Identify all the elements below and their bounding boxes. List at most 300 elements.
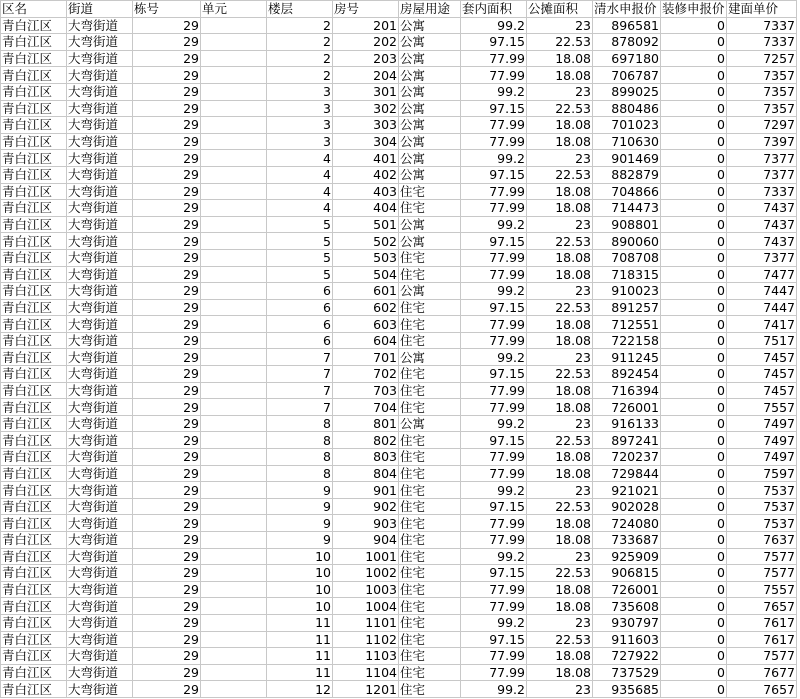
floor-cell[interactable]: 2 bbox=[267, 34, 333, 51]
building-no-cell[interactable]: 29 bbox=[133, 133, 201, 150]
room-no-cell[interactable]: 702 bbox=[333, 366, 399, 383]
shared-area-cell[interactable]: 18.08 bbox=[527, 382, 593, 399]
district-cell[interactable]: 青白江区 bbox=[1, 283, 67, 300]
inner-area-cell[interactable]: 99.2 bbox=[461, 482, 527, 499]
building-no-cell[interactable]: 29 bbox=[133, 266, 201, 283]
decor-price-cell[interactable]: 0 bbox=[661, 83, 727, 100]
bare-price-cell[interactable]: 722158 bbox=[593, 332, 661, 349]
usage-cell[interactable]: 公寓 bbox=[399, 67, 461, 84]
shared-area-cell[interactable]: 23 bbox=[527, 482, 593, 499]
room-no-cell[interactable]: 904 bbox=[333, 532, 399, 549]
building-no-cell[interactable]: 29 bbox=[133, 498, 201, 515]
unit-cell[interactable] bbox=[201, 249, 267, 266]
inner-area-cell[interactable]: 97.15 bbox=[461, 166, 527, 183]
building-no-cell[interactable]: 29 bbox=[133, 366, 201, 383]
floor-cell[interactable]: 8 bbox=[267, 465, 333, 482]
usage-cell[interactable]: 公寓 bbox=[399, 283, 461, 300]
building-no-cell[interactable]: 29 bbox=[133, 17, 201, 34]
usage-cell[interactable]: 住宅 bbox=[399, 515, 461, 532]
room-no-cell[interactable]: 201 bbox=[333, 17, 399, 34]
unit-price-cell[interactable]: 7437 bbox=[727, 233, 797, 250]
usage-cell[interactable]: 公寓 bbox=[399, 17, 461, 34]
usage-cell[interactable]: 住宅 bbox=[399, 399, 461, 416]
district-cell[interactable]: 青白江区 bbox=[1, 565, 67, 582]
district-cell[interactable]: 青白江区 bbox=[1, 67, 67, 84]
shared-area-cell[interactable]: 18.08 bbox=[527, 117, 593, 134]
district-cell[interactable]: 青白江区 bbox=[1, 614, 67, 631]
bare-price-cell[interactable]: 901469 bbox=[593, 150, 661, 167]
room-no-cell[interactable]: 901 bbox=[333, 482, 399, 499]
floor-cell[interactable]: 3 bbox=[267, 83, 333, 100]
decor-price-cell[interactable]: 0 bbox=[661, 399, 727, 416]
shared-area-cell[interactable]: 18.08 bbox=[527, 266, 593, 283]
street-cell[interactable]: 大弯街道 bbox=[67, 548, 133, 565]
district-cell[interactable]: 青白江区 bbox=[1, 299, 67, 316]
decor-price-cell[interactable]: 0 bbox=[661, 17, 727, 34]
unit-cell[interactable] bbox=[201, 631, 267, 648]
shared-area-cell[interactable]: 22.53 bbox=[527, 432, 593, 449]
decor-price-cell[interactable]: 0 bbox=[661, 382, 727, 399]
unit-cell[interactable] bbox=[201, 548, 267, 565]
floor-cell[interactable]: 11 bbox=[267, 614, 333, 631]
inner-area-cell[interactable]: 77.99 bbox=[461, 382, 527, 399]
floor-cell[interactable]: 5 bbox=[267, 216, 333, 233]
unit-cell[interactable] bbox=[201, 498, 267, 515]
unit-cell[interactable] bbox=[201, 50, 267, 67]
floor-cell[interactable]: 8 bbox=[267, 415, 333, 432]
street-cell[interactable]: 大弯街道 bbox=[67, 166, 133, 183]
room-no-cell[interactable]: 902 bbox=[333, 498, 399, 515]
building-no-cell[interactable]: 29 bbox=[133, 316, 201, 333]
unit-cell[interactable] bbox=[201, 399, 267, 416]
header-unit[interactable]: 单元 bbox=[201, 1, 267, 18]
room-no-cell[interactable]: 403 bbox=[333, 183, 399, 200]
district-cell[interactable]: 青白江区 bbox=[1, 532, 67, 549]
room-no-cell[interactable]: 1001 bbox=[333, 548, 399, 565]
bare-price-cell[interactable]: 706787 bbox=[593, 67, 661, 84]
street-cell[interactable]: 大弯街道 bbox=[67, 482, 133, 499]
decor-price-cell[interactable]: 0 bbox=[661, 150, 727, 167]
street-cell[interactable]: 大弯街道 bbox=[67, 183, 133, 200]
bare-price-cell[interactable]: 726001 bbox=[593, 581, 661, 598]
decor-price-cell[interactable]: 0 bbox=[661, 432, 727, 449]
shared-area-cell[interactable]: 22.53 bbox=[527, 166, 593, 183]
unit-price-cell[interactable]: 7337 bbox=[727, 17, 797, 34]
unit-price-cell[interactable]: 7537 bbox=[727, 482, 797, 499]
district-cell[interactable]: 青白江区 bbox=[1, 349, 67, 366]
bare-price-cell[interactable]: 712551 bbox=[593, 316, 661, 333]
header-usage[interactable]: 房屋用途 bbox=[399, 1, 461, 18]
usage-cell[interactable]: 住宅 bbox=[399, 465, 461, 482]
floor-cell[interactable]: 10 bbox=[267, 581, 333, 598]
building-no-cell[interactable]: 29 bbox=[133, 532, 201, 549]
unit-cell[interactable] bbox=[201, 565, 267, 582]
bare-price-cell[interactable]: 727922 bbox=[593, 648, 661, 665]
street-cell[interactable]: 大弯街道 bbox=[67, 681, 133, 698]
room-no-cell[interactable]: 203 bbox=[333, 50, 399, 67]
inner-area-cell[interactable]: 77.99 bbox=[461, 183, 527, 200]
unit-cell[interactable] bbox=[201, 183, 267, 200]
decor-price-cell[interactable]: 0 bbox=[661, 183, 727, 200]
decor-price-cell[interactable]: 0 bbox=[661, 166, 727, 183]
inner-area-cell[interactable]: 97.15 bbox=[461, 34, 527, 51]
unit-price-cell[interactable]: 7517 bbox=[727, 332, 797, 349]
usage-cell[interactable]: 公寓 bbox=[399, 216, 461, 233]
inner-area-cell[interactable]: 77.99 bbox=[461, 581, 527, 598]
unit-cell[interactable] bbox=[201, 316, 267, 333]
floor-cell[interactable]: 4 bbox=[267, 200, 333, 217]
street-cell[interactable]: 大弯街道 bbox=[67, 565, 133, 582]
unit-cell[interactable] bbox=[201, 581, 267, 598]
unit-cell[interactable] bbox=[201, 681, 267, 698]
unit-price-cell[interactable]: 7457 bbox=[727, 366, 797, 383]
district-cell[interactable]: 青白江区 bbox=[1, 498, 67, 515]
header-decor-price[interactable]: 装修申报价 bbox=[662, 1, 725, 17]
inner-area-cell[interactable]: 77.99 bbox=[461, 67, 527, 84]
street-cell[interactable]: 大弯街道 bbox=[67, 449, 133, 466]
header-shared-area[interactable]: 公摊面积 bbox=[527, 1, 593, 18]
unit-cell[interactable] bbox=[201, 266, 267, 283]
street-cell[interactable]: 大弯街道 bbox=[67, 200, 133, 217]
inner-area-cell[interactable]: 77.99 bbox=[461, 598, 527, 615]
inner-area-cell[interactable]: 77.99 bbox=[461, 50, 527, 67]
decor-price-cell[interactable]: 0 bbox=[661, 233, 727, 250]
inner-area-cell[interactable]: 97.15 bbox=[461, 100, 527, 117]
building-no-cell[interactable]: 29 bbox=[133, 200, 201, 217]
bare-price-cell[interactable]: 718315 bbox=[593, 266, 661, 283]
floor-cell[interactable]: 7 bbox=[267, 382, 333, 399]
floor-cell[interactable]: 3 bbox=[267, 117, 333, 134]
bare-price-cell[interactable]: 930797 bbox=[593, 614, 661, 631]
usage-cell[interactable]: 住宅 bbox=[399, 316, 461, 333]
header-room-no[interactable]: 房号 bbox=[333, 1, 399, 18]
bare-price-cell[interactable]: 720237 bbox=[593, 449, 661, 466]
decor-price-cell[interactable]: 0 bbox=[661, 648, 727, 665]
building-no-cell[interactable]: 29 bbox=[133, 216, 201, 233]
shared-area-cell[interactable]: 23 bbox=[527, 283, 593, 300]
unit-cell[interactable] bbox=[201, 432, 267, 449]
usage-cell[interactable]: 公寓 bbox=[399, 83, 461, 100]
room-no-cell[interactable]: 604 bbox=[333, 332, 399, 349]
building-no-cell[interactable]: 29 bbox=[133, 681, 201, 698]
room-no-cell[interactable]: 402 bbox=[333, 166, 399, 183]
bare-price-cell[interactable]: 916133 bbox=[593, 415, 661, 432]
room-no-cell[interactable]: 804 bbox=[333, 465, 399, 482]
unit-price-cell[interactable]: 7677 bbox=[727, 664, 797, 681]
bare-price-cell[interactable]: 896581 bbox=[593, 17, 661, 34]
building-no-cell[interactable]: 29 bbox=[133, 515, 201, 532]
district-cell[interactable]: 青白江区 bbox=[1, 382, 67, 399]
shared-area-cell[interactable]: 22.53 bbox=[527, 233, 593, 250]
unit-cell[interactable] bbox=[201, 515, 267, 532]
inner-area-cell[interactable]: 77.99 bbox=[461, 449, 527, 466]
inner-area-cell[interactable]: 99.2 bbox=[461, 216, 527, 233]
bare-price-cell[interactable]: 724080 bbox=[593, 515, 661, 532]
bare-price-cell[interactable]: 737529 bbox=[593, 664, 661, 681]
unit-price-cell[interactable]: 7297 bbox=[727, 117, 797, 134]
district-cell[interactable]: 青白江区 bbox=[1, 415, 67, 432]
bare-price-cell[interactable]: 899025 bbox=[593, 83, 661, 100]
floor-cell[interactable]: 11 bbox=[267, 648, 333, 665]
floor-cell[interactable]: 10 bbox=[267, 598, 333, 615]
street-cell[interactable]: 大弯街道 bbox=[67, 67, 133, 84]
usage-cell[interactable]: 住宅 bbox=[399, 332, 461, 349]
shared-area-cell[interactable]: 18.08 bbox=[527, 664, 593, 681]
room-no-cell[interactable]: 204 bbox=[333, 67, 399, 84]
unit-cell[interactable] bbox=[201, 299, 267, 316]
building-no-cell[interactable]: 29 bbox=[133, 598, 201, 615]
usage-cell[interactable]: 住宅 bbox=[399, 266, 461, 283]
bare-price-cell[interactable]: 880486 bbox=[593, 100, 661, 117]
decor-price-cell[interactable]: 0 bbox=[661, 565, 727, 582]
bare-price-cell[interactable]: 891257 bbox=[593, 299, 661, 316]
room-no-cell[interactable]: 302 bbox=[333, 100, 399, 117]
bare-price-cell[interactable]: 735608 bbox=[593, 598, 661, 615]
floor-cell[interactable]: 11 bbox=[267, 664, 333, 681]
unit-cell[interactable] bbox=[201, 465, 267, 482]
building-no-cell[interactable]: 29 bbox=[133, 34, 201, 51]
street-cell[interactable]: 大弯街道 bbox=[67, 299, 133, 316]
usage-cell[interactable]: 公寓 bbox=[399, 233, 461, 250]
district-cell[interactable]: 青白江区 bbox=[1, 17, 67, 34]
decor-price-cell[interactable]: 0 bbox=[661, 67, 727, 84]
building-no-cell[interactable]: 29 bbox=[133, 581, 201, 598]
unit-price-cell[interactable]: 7577 bbox=[727, 648, 797, 665]
unit-cell[interactable] bbox=[201, 200, 267, 217]
unit-price-cell[interactable]: 7497 bbox=[727, 449, 797, 466]
usage-cell[interactable]: 公寓 bbox=[399, 34, 461, 51]
street-cell[interactable]: 大弯街道 bbox=[67, 249, 133, 266]
building-no-cell[interactable]: 29 bbox=[133, 415, 201, 432]
building-no-cell[interactable]: 29 bbox=[133, 183, 201, 200]
unit-price-cell[interactable]: 7577 bbox=[727, 565, 797, 582]
decor-price-cell[interactable]: 0 bbox=[661, 548, 727, 565]
usage-cell[interactable]: 住宅 bbox=[399, 548, 461, 565]
room-no-cell[interactable]: 301 bbox=[333, 83, 399, 100]
usage-cell[interactable]: 公寓 bbox=[399, 133, 461, 150]
inner-area-cell[interactable]: 77.99 bbox=[461, 648, 527, 665]
unit-price-cell[interactable]: 7617 bbox=[727, 614, 797, 631]
unit-price-cell[interactable]: 7357 bbox=[727, 67, 797, 84]
floor-cell[interactable]: 9 bbox=[267, 498, 333, 515]
inner-area-cell[interactable]: 99.2 bbox=[461, 17, 527, 34]
floor-cell[interactable]: 3 bbox=[267, 133, 333, 150]
room-no-cell[interactable]: 802 bbox=[333, 432, 399, 449]
shared-area-cell[interactable]: 18.08 bbox=[527, 183, 593, 200]
street-cell[interactable]: 大弯街道 bbox=[67, 216, 133, 233]
unit-price-cell[interactable]: 7357 bbox=[727, 83, 797, 100]
room-no-cell[interactable]: 602 bbox=[333, 299, 399, 316]
shared-area-cell[interactable]: 18.08 bbox=[527, 67, 593, 84]
building-no-cell[interactable]: 29 bbox=[133, 50, 201, 67]
building-no-cell[interactable]: 29 bbox=[133, 482, 201, 499]
decor-price-cell[interactable]: 0 bbox=[661, 681, 727, 698]
shared-area-cell[interactable]: 18.08 bbox=[527, 200, 593, 217]
building-no-cell[interactable]: 29 bbox=[133, 332, 201, 349]
street-cell[interactable]: 大弯街道 bbox=[67, 100, 133, 117]
floor-cell[interactable]: 8 bbox=[267, 432, 333, 449]
district-cell[interactable]: 青白江区 bbox=[1, 648, 67, 665]
district-cell[interactable]: 青白江区 bbox=[1, 399, 67, 416]
usage-cell[interactable]: 公寓 bbox=[399, 150, 461, 167]
bare-price-cell[interactable]: 708708 bbox=[593, 249, 661, 266]
usage-cell[interactable]: 住宅 bbox=[399, 482, 461, 499]
street-cell[interactable]: 大弯街道 bbox=[67, 133, 133, 150]
street-cell[interactable]: 大弯街道 bbox=[67, 581, 133, 598]
floor-cell[interactable]: 12 bbox=[267, 681, 333, 698]
room-no-cell[interactable]: 1003 bbox=[333, 581, 399, 598]
shared-area-cell[interactable]: 18.08 bbox=[527, 249, 593, 266]
room-no-cell[interactable]: 501 bbox=[333, 216, 399, 233]
unit-price-cell[interactable]: 7397 bbox=[727, 133, 797, 150]
building-no-cell[interactable]: 29 bbox=[133, 565, 201, 582]
decor-price-cell[interactable]: 0 bbox=[661, 266, 727, 283]
building-no-cell[interactable]: 29 bbox=[133, 548, 201, 565]
decor-price-cell[interactable]: 0 bbox=[661, 366, 727, 383]
shared-area-cell[interactable]: 23 bbox=[527, 681, 593, 698]
street-cell[interactable]: 大弯街道 bbox=[67, 382, 133, 399]
unit-cell[interactable] bbox=[201, 117, 267, 134]
decor-price-cell[interactable]: 0 bbox=[661, 631, 727, 648]
header-inner-area[interactable]: 套内面积 bbox=[461, 1, 527, 18]
unit-price-cell[interactable]: 7457 bbox=[727, 349, 797, 366]
building-no-cell[interactable]: 29 bbox=[133, 465, 201, 482]
district-cell[interactable]: 青白江区 bbox=[1, 664, 67, 681]
usage-cell[interactable]: 住宅 bbox=[399, 565, 461, 582]
district-cell[interactable]: 青白江区 bbox=[1, 183, 67, 200]
floor-cell[interactable]: 9 bbox=[267, 515, 333, 532]
unit-price-cell[interactable]: 7557 bbox=[727, 581, 797, 598]
building-no-cell[interactable]: 29 bbox=[133, 664, 201, 681]
inner-area-cell[interactable]: 77.99 bbox=[461, 133, 527, 150]
floor-cell[interactable]: 2 bbox=[267, 17, 333, 34]
bare-price-cell[interactable]: 911603 bbox=[593, 631, 661, 648]
room-no-cell[interactable]: 701 bbox=[333, 349, 399, 366]
unit-cell[interactable] bbox=[201, 233, 267, 250]
decor-price-cell[interactable]: 0 bbox=[661, 249, 727, 266]
usage-cell[interactable]: 公寓 bbox=[399, 349, 461, 366]
street-cell[interactable]: 大弯街道 bbox=[67, 283, 133, 300]
floor-cell[interactable]: 4 bbox=[267, 183, 333, 200]
decor-price-cell[interactable]: 0 bbox=[661, 664, 727, 681]
inner-area-cell[interactable]: 77.99 bbox=[461, 515, 527, 532]
bare-price-cell[interactable]: 697180 bbox=[593, 50, 661, 67]
room-no-cell[interactable]: 401 bbox=[333, 150, 399, 167]
usage-cell[interactable]: 住宅 bbox=[399, 366, 461, 383]
floor-cell[interactable]: 8 bbox=[267, 449, 333, 466]
inner-area-cell[interactable]: 77.99 bbox=[461, 249, 527, 266]
room-no-cell[interactable]: 1004 bbox=[333, 598, 399, 615]
usage-cell[interactable]: 住宅 bbox=[399, 532, 461, 549]
inner-area-cell[interactable]: 97.15 bbox=[461, 631, 527, 648]
room-no-cell[interactable]: 1002 bbox=[333, 565, 399, 582]
room-no-cell[interactable]: 304 bbox=[333, 133, 399, 150]
bare-price-cell[interactable]: 935685 bbox=[593, 681, 661, 698]
district-cell[interactable]: 青白江区 bbox=[1, 150, 67, 167]
shared-area-cell[interactable]: 22.53 bbox=[527, 631, 593, 648]
district-cell[interactable]: 青白江区 bbox=[1, 432, 67, 449]
unit-price-cell[interactable]: 7617 bbox=[727, 631, 797, 648]
unit-price-cell[interactable]: 7637 bbox=[727, 532, 797, 549]
floor-cell[interactable]: 6 bbox=[267, 299, 333, 316]
shared-area-cell[interactable]: 18.08 bbox=[527, 50, 593, 67]
unit-cell[interactable] bbox=[201, 17, 267, 34]
unit-cell[interactable] bbox=[201, 382, 267, 399]
unit-price-cell[interactable]: 7537 bbox=[727, 515, 797, 532]
district-cell[interactable]: 青白江区 bbox=[1, 581, 67, 598]
street-cell[interactable]: 大弯街道 bbox=[67, 266, 133, 283]
building-no-cell[interactable]: 29 bbox=[133, 349, 201, 366]
usage-cell[interactable]: 住宅 bbox=[399, 449, 461, 466]
bare-price-cell[interactable]: 897241 bbox=[593, 432, 661, 449]
floor-cell[interactable]: 6 bbox=[267, 283, 333, 300]
room-no-cell[interactable]: 801 bbox=[333, 415, 399, 432]
header-floor[interactable]: 楼层 bbox=[267, 1, 333, 18]
building-no-cell[interactable]: 29 bbox=[133, 614, 201, 631]
inner-area-cell[interactable]: 99.2 bbox=[461, 614, 527, 631]
bare-price-cell[interactable]: 911245 bbox=[593, 349, 661, 366]
usage-cell[interactable]: 住宅 bbox=[399, 432, 461, 449]
decor-price-cell[interactable]: 0 bbox=[661, 133, 727, 150]
district-cell[interactable]: 青白江区 bbox=[1, 133, 67, 150]
bare-price-cell[interactable]: 714473 bbox=[593, 200, 661, 217]
street-cell[interactable]: 大弯街道 bbox=[67, 150, 133, 167]
inner-area-cell[interactable]: 97.15 bbox=[461, 565, 527, 582]
street-cell[interactable]: 大弯街道 bbox=[67, 366, 133, 383]
building-no-cell[interactable]: 29 bbox=[133, 432, 201, 449]
usage-cell[interactable]: 住宅 bbox=[399, 648, 461, 665]
street-cell[interactable]: 大弯街道 bbox=[67, 432, 133, 449]
district-cell[interactable]: 青白江区 bbox=[1, 631, 67, 648]
inner-area-cell[interactable]: 99.2 bbox=[461, 548, 527, 565]
header-unit-price[interactable]: 建面单价 bbox=[727, 1, 797, 18]
unit-price-cell[interactable]: 7337 bbox=[727, 183, 797, 200]
bare-price-cell[interactable]: 704866 bbox=[593, 183, 661, 200]
room-no-cell[interactable]: 803 bbox=[333, 449, 399, 466]
shared-area-cell[interactable]: 18.08 bbox=[527, 316, 593, 333]
usage-cell[interactable]: 公寓 bbox=[399, 415, 461, 432]
building-no-cell[interactable]: 29 bbox=[133, 382, 201, 399]
building-no-cell[interactable]: 29 bbox=[133, 399, 201, 416]
decor-price-cell[interactable]: 0 bbox=[661, 465, 727, 482]
unit-cell[interactable] bbox=[201, 283, 267, 300]
bare-price-cell[interactable]: 890060 bbox=[593, 233, 661, 250]
unit-cell[interactable] bbox=[201, 598, 267, 615]
bare-price-cell[interactable]: 729844 bbox=[593, 465, 661, 482]
usage-cell[interactable]: 住宅 bbox=[399, 382, 461, 399]
usage-cell[interactable]: 住宅 bbox=[399, 299, 461, 316]
district-cell[interactable]: 青白江区 bbox=[1, 482, 67, 499]
street-cell[interactable]: 大弯街道 bbox=[67, 664, 133, 681]
shared-area-cell[interactable]: 23 bbox=[527, 216, 593, 233]
decor-price-cell[interactable]: 0 bbox=[661, 581, 727, 598]
unit-price-cell[interactable]: 7447 bbox=[727, 299, 797, 316]
shared-area-cell[interactable]: 22.53 bbox=[527, 100, 593, 117]
floor-cell[interactable]: 7 bbox=[267, 349, 333, 366]
inner-area-cell[interactable]: 77.99 bbox=[461, 332, 527, 349]
district-cell[interactable]: 青白江区 bbox=[1, 34, 67, 51]
building-no-cell[interactable]: 29 bbox=[133, 449, 201, 466]
bare-price-cell[interactable]: 733687 bbox=[593, 532, 661, 549]
shared-area-cell[interactable]: 18.08 bbox=[527, 465, 593, 482]
inner-area-cell[interactable]: 99.2 bbox=[461, 681, 527, 698]
building-no-cell[interactable]: 29 bbox=[133, 249, 201, 266]
floor-cell[interactable]: 9 bbox=[267, 482, 333, 499]
district-cell[interactable]: 青白江区 bbox=[1, 83, 67, 100]
unit-price-cell[interactable]: 7597 bbox=[727, 465, 797, 482]
room-no-cell[interactable]: 704 bbox=[333, 399, 399, 416]
floor-cell[interactable]: 2 bbox=[267, 50, 333, 67]
